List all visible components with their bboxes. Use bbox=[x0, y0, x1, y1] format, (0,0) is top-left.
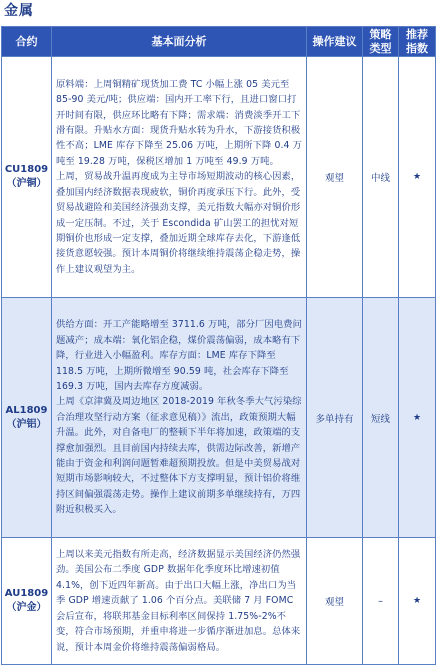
rec-star-icon: ★ bbox=[399, 538, 436, 665]
header-strategy bbox=[363, 27, 399, 57]
contract-code: AL1809 bbox=[5, 404, 48, 416]
table-row-al bbox=[2, 298, 436, 538]
header-analysis: 基本面分析 bbox=[52, 27, 307, 57]
section-title: 金属 bbox=[4, 3, 34, 19]
contract-code: CU1809 bbox=[4, 164, 49, 175]
table-row-au bbox=[2, 538, 436, 665]
contract-cell bbox=[2, 57, 52, 298]
analysis-cell bbox=[52, 57, 307, 298]
header-strategy-line1: 策略 bbox=[369, 27, 392, 41]
rec-star-icon: ★ bbox=[399, 298, 436, 538]
header-strategy-line2: 类型 bbox=[369, 41, 392, 55]
table-row-cu bbox=[2, 57, 436, 298]
contract-name: （沪铜） bbox=[6, 178, 47, 189]
advice-cell: 多单持有 bbox=[307, 298, 363, 538]
header-advice: 操作建议 bbox=[307, 27, 363, 57]
analysis-cell bbox=[52, 538, 307, 665]
advice-cell: 观望 bbox=[307, 538, 363, 665]
metals-analysis-table bbox=[1, 26, 436, 665]
analysis-paragraph: 原料端：上周铜精矿现货加工费 TC 小幅上涨 05 美元至 85-90 美元/吨；供应端：国内开工率下行，且进口窗口打开时间有限，供应环比略有下降；需求端：消费淡季开工下滑有限。升贴水方面：现货升贴水转为升水，下游接货积极性不高；LME 库存下降至 25.06 万吨，上期所下降 0.4 万吨至 19.28 万吨，保税区增加 1 万吨至 49.9 万吨。 bbox=[56, 78, 302, 167]
analysis-cell bbox=[52, 298, 307, 538]
strategy-cell: 短线 bbox=[363, 298, 399, 538]
analysis-paragraph: 供给方面：开工产能略增至 3711.6 万吨，部分厂因电费问题减产；成本端：氧化铝企稳，煤价震荡偏弱，成本略有下降，行业进入小幅盈利。库存方面：LME 库存下降至 118.5 万吨，上期所微增至 90.59 吨，社会库存下降至 169.3 万吨，国内去库存方度减弱。 bbox=[56, 319, 302, 392]
advice-cell: 观望 bbox=[307, 57, 363, 298]
analysis-paragraph: 上周，贸易战升温再度成为主导市场短期波动的核心因素，叠加国内经济数据表现疲软，铜价再度承压下行。此外，受贸易战避险和美国经济强劲支撑，美元指数大幅亦对铜价形成一定压制。不过，关于 Escondida 矿山罢工的担忧对短期铜价也形成一定支撑，叠加近期全球库存去化，下游逢低接货意愿较强。预计本周铜价将继续维持震荡企稳走势，操作上建议观望为主。 bbox=[56, 171, 301, 275]
contract-cell bbox=[2, 298, 52, 538]
header-rec-line1: 推荐 bbox=[406, 27, 428, 41]
contract-name: （沪铝） bbox=[6, 418, 47, 430]
strategy-cell: 中线 bbox=[363, 57, 399, 298]
header-rec bbox=[399, 27, 436, 57]
analysis-paragraph: 上周《京津冀及周边地区 2018-2019 年秋冬季大气污染综合治理攻坚行动方案（征求意见稿）》流出，政策预期大幅升温。此外，对自备电厂的整顿下半年将加速，政策端的支撑愈加强烈。且目前国内持续去库，供需边际改善，新增产能由于资金和利润问题暂难超预期投放。但是中美贸易战对短期市场影响较大，不过整体下方支撑明显，预计铝价将维持区间偏强震荡走势。操作上建议前期多单继续持有，万四附近积极买入。 bbox=[56, 396, 302, 516]
header-rec-line2: 指数 bbox=[406, 41, 428, 55]
strategy-cell: – bbox=[363, 538, 399, 665]
header-contract: 合约 bbox=[2, 27, 52, 57]
contract-cell bbox=[2, 538, 52, 665]
rec-star-icon: ★ bbox=[399, 57, 436, 298]
contract-code: AU1809 bbox=[4, 588, 49, 599]
contract-name: （沪金） bbox=[6, 602, 47, 613]
analysis-paragraph: 上周以来美元指数有所走高，经济数据显示美国经济仍然强劲。美国公布二季度 GDP 数据年化季度环比增速初值 4.1%，创下近四年新高。由于出口大幅上涨，净出口为当季 GDP 增速贡献了 1.06 个百分点。美联储 7 月 FOMC 会后宣布，将联邦基金目标利率区间保持 1.75%-2%不变，符合市场预期，并重申将进一步循序渐进加息。总体来说，预计本周金价将维持震荡偏弱格局。 bbox=[56, 549, 301, 653]
table-header-row bbox=[2, 27, 436, 57]
